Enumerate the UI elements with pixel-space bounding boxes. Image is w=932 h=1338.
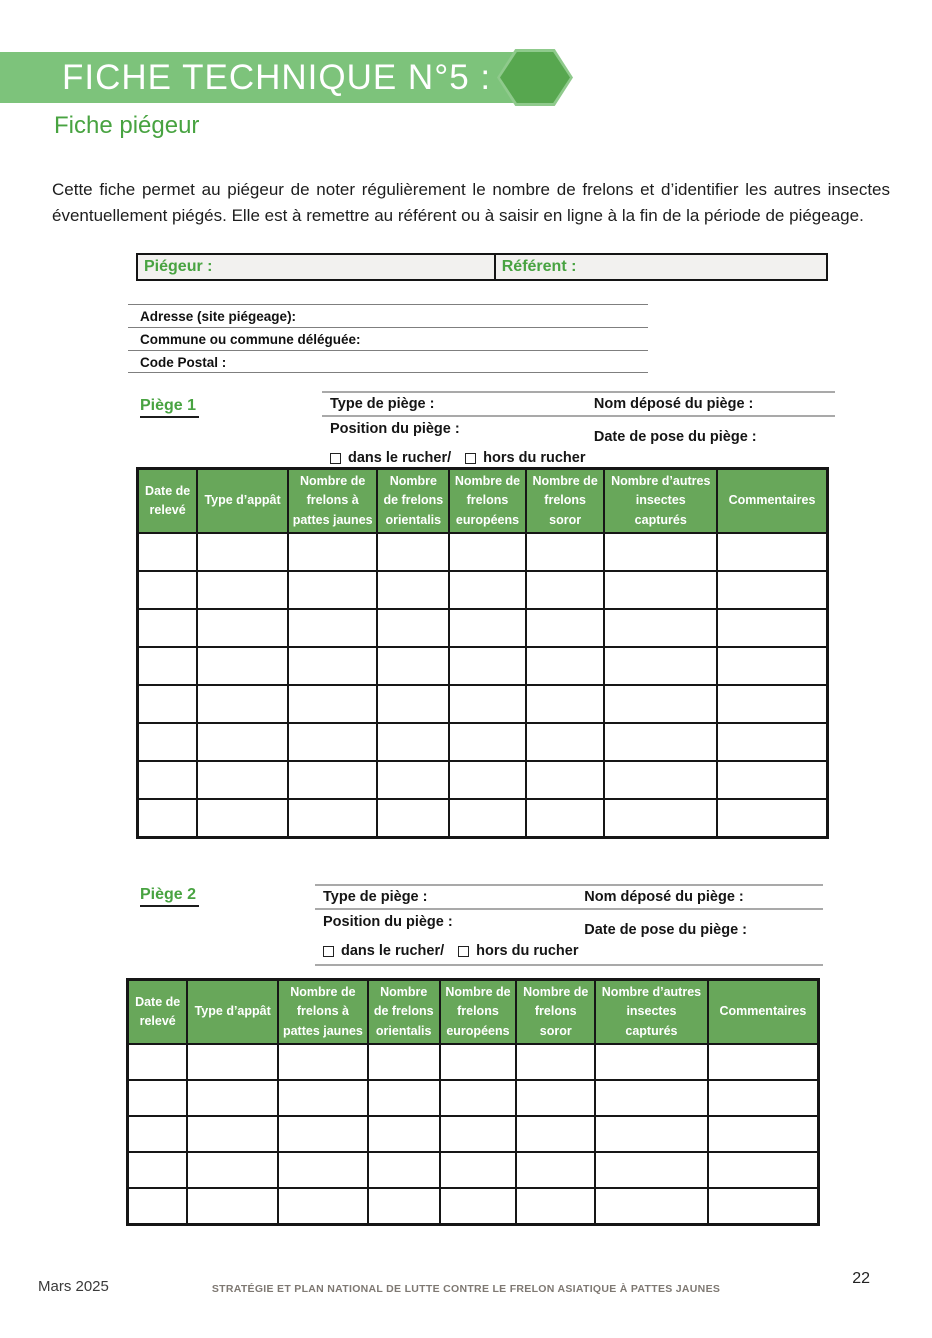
empty-cell [449, 571, 526, 609]
piege-2-info-row-2 [315, 910, 823, 940]
empty-cell [717, 761, 828, 799]
empty-cell [526, 799, 605, 837]
empty-cell [138, 647, 198, 685]
nom-depose-label: Nom déposé du piège : [593, 396, 754, 412]
empty-data-row [128, 1152, 819, 1188]
footer-date: Mars 2025 [38, 1278, 109, 1295]
empty-cell [368, 1044, 440, 1080]
empty-cell [377, 685, 449, 723]
empty-cell [604, 761, 717, 799]
empty-cell [717, 571, 828, 609]
empty-cell [526, 647, 605, 685]
column-header: Nombre de frelons européens [440, 980, 517, 1045]
empty-cell [278, 1152, 368, 1188]
code-postal-field-label: Code Postal : [128, 350, 648, 373]
address-field-label: Adresse (site piégeage): [128, 304, 648, 327]
empty-cell [138, 723, 198, 761]
empty-cell [377, 647, 449, 685]
piege-1-info-row-1 [322, 391, 835, 417]
empty-cell [449, 723, 526, 761]
empty-cell [717, 723, 828, 761]
empty-cell [516, 1044, 595, 1080]
table-header-row [128, 980, 819, 1045]
empty-cell [516, 1152, 595, 1188]
column-header: Date de relevé [128, 980, 188, 1045]
empty-cell [138, 685, 198, 723]
empty-cell [595, 1152, 708, 1188]
empty-cell [440, 1188, 517, 1224]
empty-cell [708, 1044, 819, 1080]
empty-cell [138, 571, 198, 609]
page-number: 22 [852, 1270, 870, 1287]
empty-cell [449, 685, 526, 723]
piege-2-title: Piège 2 [140, 886, 199, 907]
empty-cell [187, 1152, 278, 1188]
piege-1-title: Piège 1 [140, 397, 199, 418]
empty-cell [708, 1188, 819, 1224]
piege-1-info-block [322, 391, 835, 469]
column-header: Nombre de frelons à pattes jaunes [288, 469, 378, 534]
checkbox-hors-du-rucher [458, 943, 578, 959]
empty-data-row [138, 609, 828, 647]
empty-cell [368, 1188, 440, 1224]
empty-cell [604, 609, 717, 647]
empty-cell [187, 1080, 278, 1116]
table-header-row [138, 469, 828, 534]
empty-data-row [138, 685, 828, 723]
empty-cell [604, 685, 717, 723]
checkbox-dans-le-rucher [323, 943, 444, 959]
empty-data-row [128, 1188, 819, 1224]
empty-cell [138, 761, 198, 799]
empty-cell [368, 1152, 440, 1188]
empty-cell [526, 761, 605, 799]
empty-cell [138, 799, 198, 837]
empty-cell [288, 761, 378, 799]
empty-cell [138, 609, 198, 647]
empty-cell [604, 571, 717, 609]
empty-cell [440, 1080, 517, 1116]
empty-cell [595, 1116, 708, 1152]
empty-cell [278, 1080, 368, 1116]
empty-cell [377, 571, 449, 609]
empty-cell [377, 609, 449, 647]
checkbox-hors-du-rucher [465, 450, 585, 466]
empty-cell [595, 1188, 708, 1224]
empty-cell [128, 1188, 188, 1224]
empty-cell [604, 723, 717, 761]
empty-cell [449, 761, 526, 799]
checkbox-label: hors du rucher [476, 943, 579, 959]
piege-1-checkbox-row [322, 447, 835, 469]
empty-cell [440, 1116, 517, 1152]
page-subtitle: Fiche piégeur [54, 112, 200, 139]
column-header: Nombre de frelons à pattes jaunes [278, 980, 368, 1045]
column-header: Commentaires [717, 469, 828, 534]
empty-cell [197, 647, 288, 685]
empty-cell [516, 1080, 595, 1116]
empty-cell [440, 1152, 517, 1188]
empty-data-row [138, 723, 828, 761]
checkbox-icon [458, 946, 469, 957]
empty-data-row [138, 571, 828, 609]
empty-cell [717, 533, 828, 571]
page-title: FICHE TECHNIQUE N°5 : [62, 58, 492, 97]
empty-cell [197, 799, 288, 837]
address-block [128, 304, 648, 373]
empty-cell [717, 685, 828, 723]
type-de-piege-label: Type de piège : [330, 396, 435, 412]
checkbox-icon [323, 946, 334, 957]
empty-cell [197, 761, 288, 799]
column-header: Nombre d’autres insectes capturés [595, 980, 708, 1045]
empty-data-row [138, 647, 828, 685]
column-header: Date de relevé [138, 469, 198, 534]
empty-cell [288, 723, 378, 761]
empty-data-row [138, 761, 828, 799]
empty-cell [708, 1116, 819, 1152]
empty-cell [288, 609, 378, 647]
empty-cell [516, 1188, 595, 1224]
checkbox-label: hors du rucher [483, 450, 586, 466]
empty-cell [377, 723, 449, 761]
empty-cell [197, 685, 288, 723]
empty-cell [128, 1080, 188, 1116]
position-du-piege-label: Position du piège : [330, 421, 460, 437]
empty-cell [604, 799, 717, 837]
empty-cell [377, 799, 449, 837]
empty-cell [128, 1044, 188, 1080]
empty-cell [278, 1188, 368, 1224]
empty-cell [128, 1152, 188, 1188]
empty-cell [717, 609, 828, 647]
date-de-pose-label: Date de pose du piège : [584, 922, 747, 938]
checkbox-icon [330, 453, 341, 464]
empty-cell [128, 1116, 188, 1152]
empty-cell [449, 609, 526, 647]
empty-cell [187, 1116, 278, 1152]
empty-cell [197, 609, 288, 647]
column-header: Commentaires [708, 980, 819, 1045]
empty-cell [449, 533, 526, 571]
empty-cell [197, 571, 288, 609]
empty-cell [278, 1044, 368, 1080]
piege-2-table [126, 978, 820, 1226]
empty-cell [526, 685, 605, 723]
position-du-piege-label: Position du piège : [323, 914, 453, 930]
checkbox-dans-le-rucher [330, 450, 451, 466]
empty-cell [368, 1116, 440, 1152]
empty-cell [197, 533, 288, 571]
hexagon-inner-shape [500, 52, 570, 103]
empty-cell [288, 647, 378, 685]
piegeur-field-label: Piégeur : [138, 255, 496, 279]
column-header: Nombre de frelons orientalis [368, 980, 440, 1045]
empty-cell [288, 571, 378, 609]
empty-cell [717, 647, 828, 685]
title-banner [0, 52, 540, 103]
piege-2-info-block [315, 884, 823, 966]
empty-cell [187, 1044, 278, 1080]
empty-cell [377, 533, 449, 571]
piege-1-info-row-2 [322, 417, 835, 447]
empty-cell [288, 799, 378, 837]
empty-cell [526, 723, 605, 761]
empty-cell [187, 1188, 278, 1224]
checkbox-label: dans le rucher/ [341, 943, 445, 959]
empty-cell [368, 1080, 440, 1116]
checkbox-icon [465, 453, 476, 464]
empty-data-row [128, 1080, 819, 1116]
empty-cell [526, 571, 605, 609]
piege-2-checkbox-row [315, 940, 823, 966]
footer-document-title: STRATÉGIE ET PLAN NATIONAL DE LUTTE CONTRE LE FRELON ASIATIQUE À PATTES JAUNES [211, 1283, 721, 1295]
empty-cell [288, 533, 378, 571]
empty-data-row [128, 1116, 819, 1152]
empty-data-row [128, 1044, 819, 1080]
empty-cell [288, 685, 378, 723]
type-de-piege-label: Type de piège : [323, 889, 428, 905]
identity-table [136, 253, 828, 281]
piege-1-table [136, 467, 829, 839]
column-header: Nombre de frelons soror [526, 469, 605, 534]
piege-2-info-row-1 [315, 884, 823, 910]
column-header: Nombre de frelons soror [516, 980, 595, 1045]
nom-depose-label: Nom déposé du piège : [584, 889, 744, 905]
empty-cell [138, 533, 198, 571]
empty-cell [278, 1116, 368, 1152]
column-header: Nombre d’autres insectes capturés [604, 469, 717, 534]
intro-paragraph: Cette fiche permet au piégeur de noter régulièrement le nombre de frelons et d’identifier les autres insectes éventuellement piégés. Elle est à remettre au référent ou à saisir en ligne à la fin de la période de piégeage. [52, 180, 890, 225]
referent-field-label: Référent : [501, 258, 577, 275]
column-header: Nombre de frelons orientalis [377, 469, 449, 534]
column-header: Type d’appât [187, 980, 278, 1045]
empty-cell [377, 761, 449, 799]
empty-cell [526, 609, 605, 647]
empty-data-row [138, 799, 828, 837]
empty-cell [516, 1116, 595, 1152]
column-header: Type d’appât [197, 469, 288, 534]
empty-cell [604, 647, 717, 685]
empty-cell [595, 1080, 708, 1116]
empty-cell [197, 723, 288, 761]
empty-cell [717, 799, 828, 837]
empty-data-row [138, 533, 828, 571]
empty-cell [708, 1080, 819, 1116]
empty-cell [449, 647, 526, 685]
date-de-pose-label: Date de pose du piège : [593, 429, 757, 445]
empty-cell [449, 799, 526, 837]
empty-cell [595, 1044, 708, 1080]
empty-cell [526, 533, 605, 571]
commune-field-label: Commune ou commune déléguée: [128, 327, 648, 350]
checkbox-label: dans le rucher/ [348, 450, 452, 466]
empty-cell [708, 1152, 819, 1188]
column-header: Nombre de frelons européens [449, 469, 526, 534]
empty-cell [440, 1044, 517, 1080]
empty-cell [604, 533, 717, 571]
